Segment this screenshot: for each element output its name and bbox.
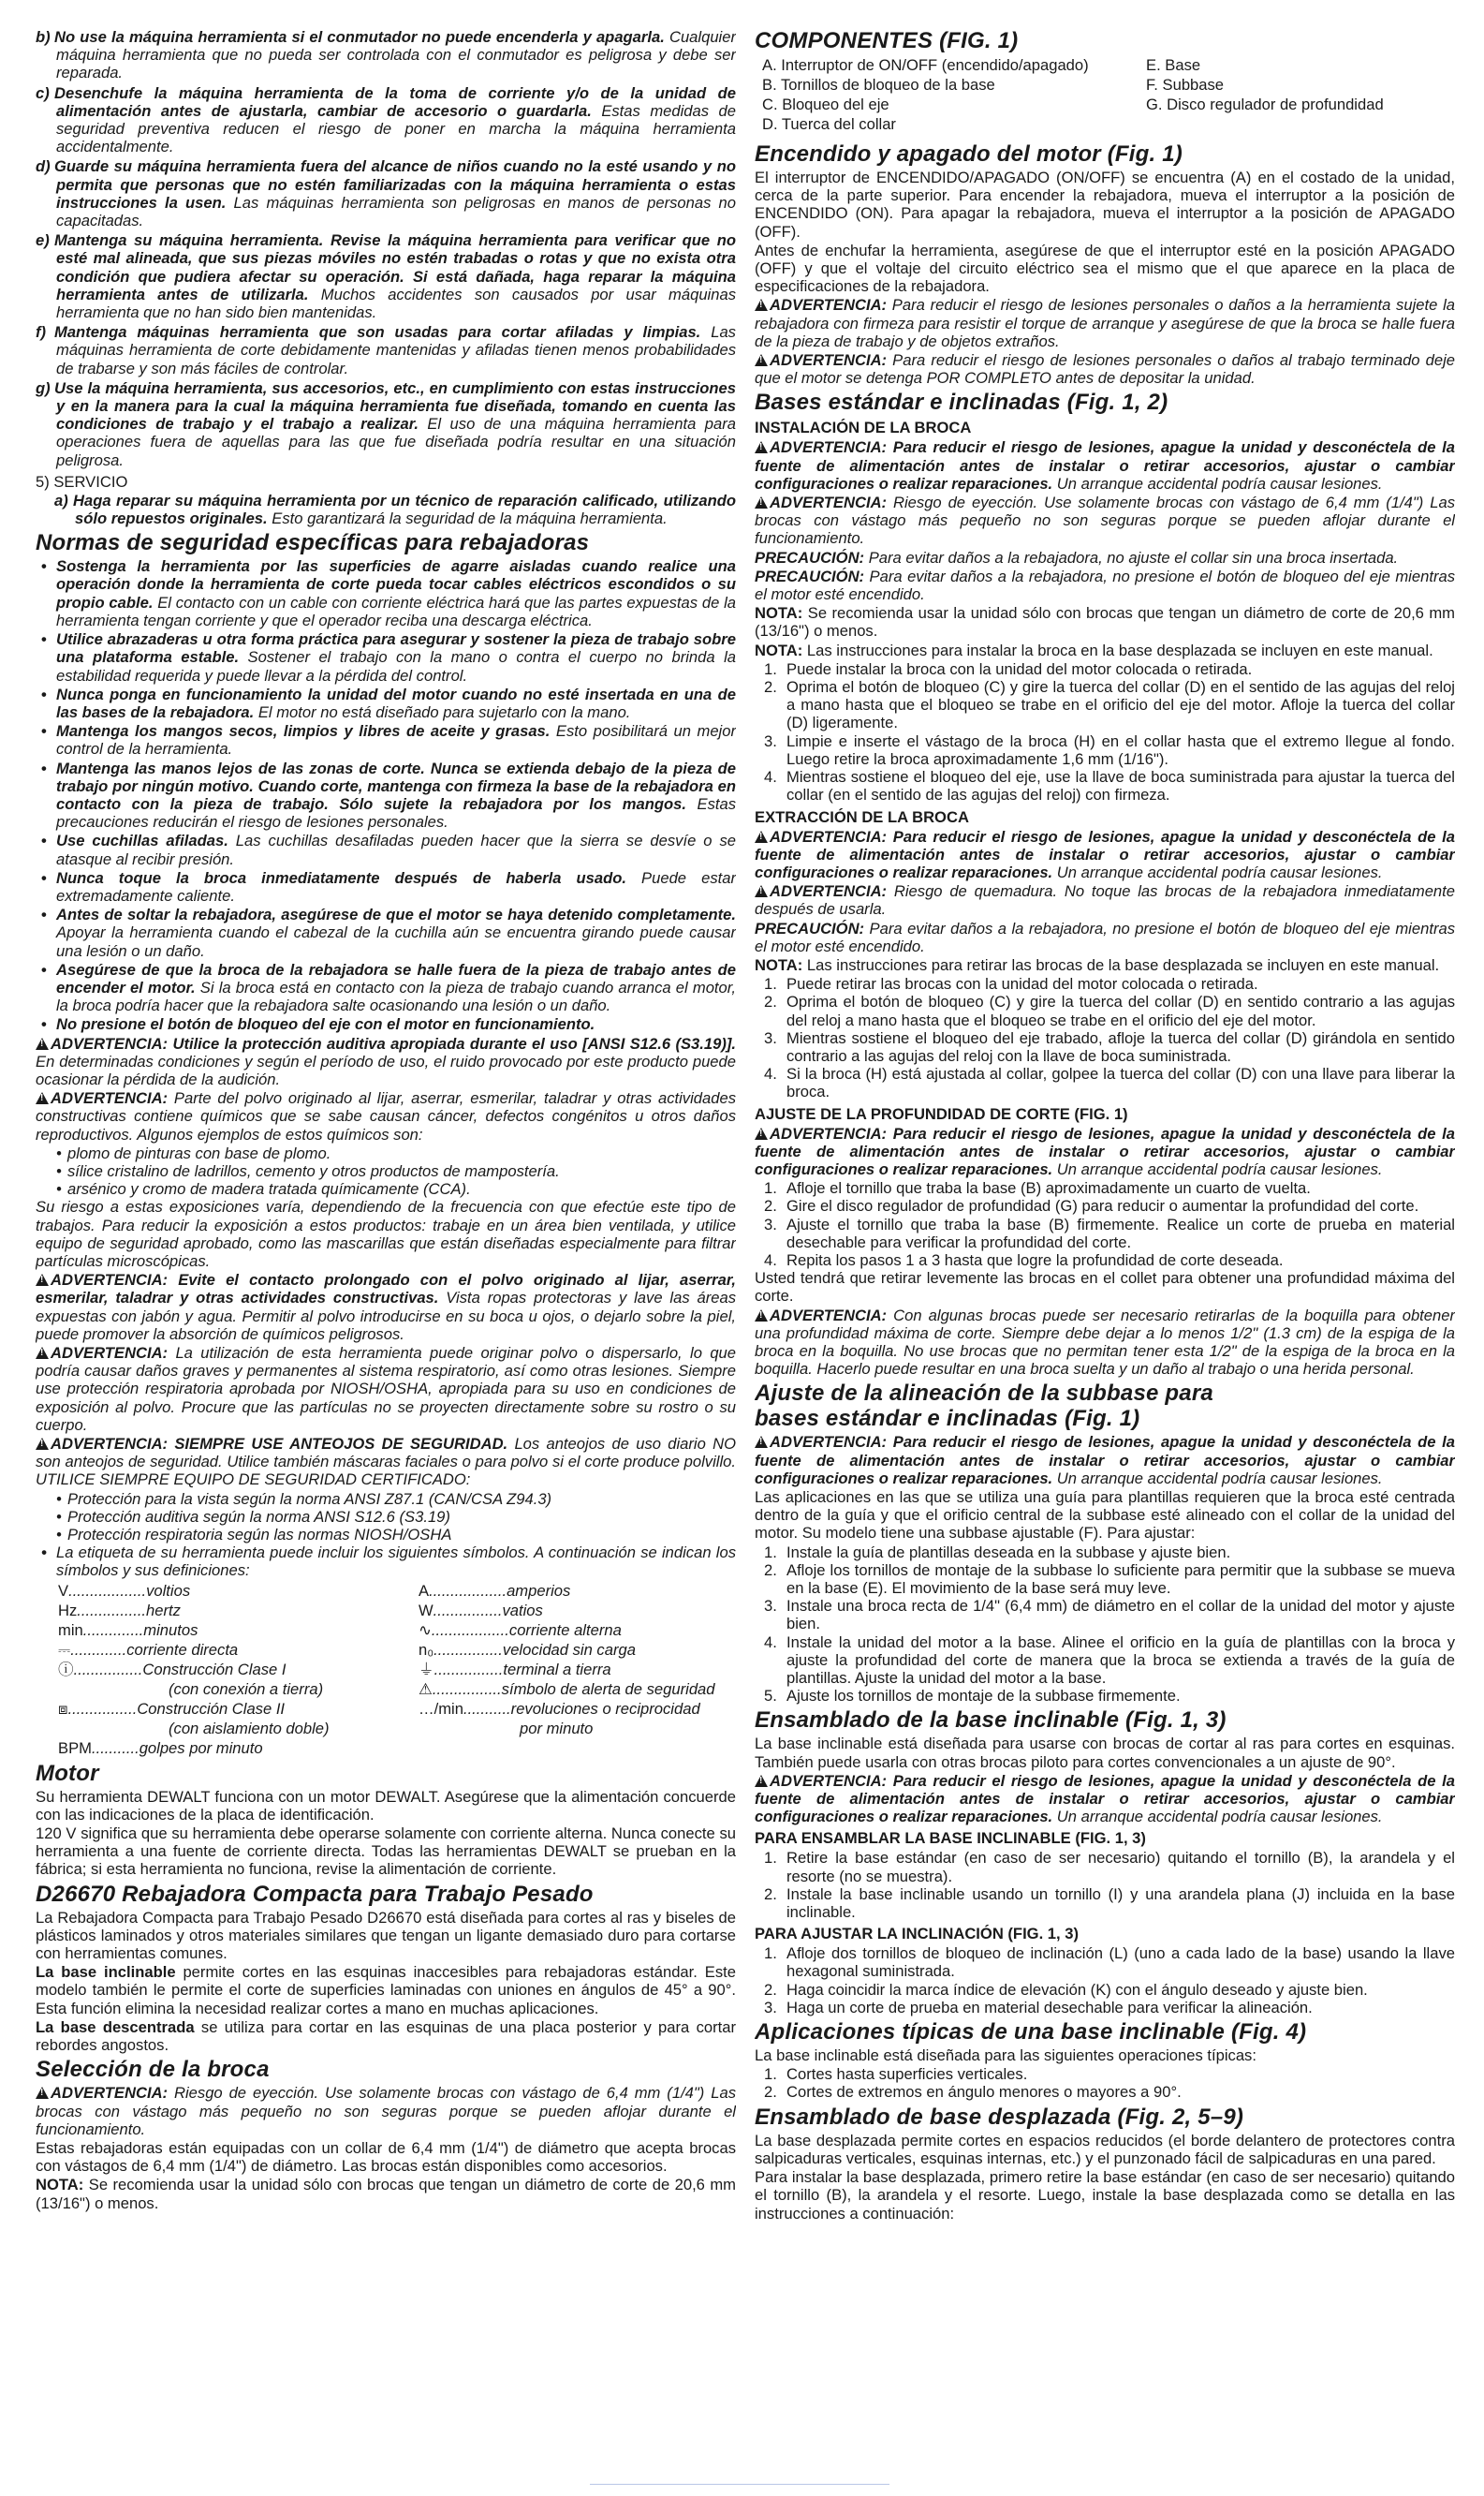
lettered-item [36,379,736,469]
para-ajustar-heading: PARA AJUSTAR LA INCLINACIÓN (FIG. 1, 3) [755,1925,1080,1943]
normas-bullet [36,557,736,629]
sub-bullet: • Protección para la vista según la norma ANSI Z87.1 (CAN/CSA Z94.3) [36,1490,736,1508]
symbol-key: ⓘ [58,1660,74,1678]
symbol-definition: Construcción Clase I [142,1660,287,1678]
extraccion-heading: EXTRACCIÓN DE LA BROCA [755,807,969,826]
encendido-paragraph-1: El interruptor de ENCENDIDO/APAGADO (ON/OFF) se encuentra (A) en el costado de la unidad, cerca de la parte superior. Para encender la rebajadora, mueva el interruptor a la posición de ENCENDIDO (ON). Para apagar la rebajadora, mueva el interruptor a la posición de APAGADO (OFF). [755,169,1455,241]
warning-triangle-icon [36,1438,49,1450]
step-number: 5. [764,1687,777,1706]
ensamblado-paragraph: La base inclinable está diseñada para usarse con brocas de cortar al ras para cortes en esquinas. También puede usarla con otras brocas piloto para cortes convencionales a un ajuste de 90°. [755,1735,1455,1771]
bullet-bold-text: Sostenga la herramienta por las superficies de agarre aisladas cuando realice una operación donde la herramienta de corte pueda tocar cables eléctricos escondidos o su propio cable. [56,557,736,612]
component-item [1146,114,1455,134]
bullet-text: Apoyar la herramienta cuando el cabezal de la cuchilla aún se encuentra girando puede causar una lesión o un daño. [56,923,736,960]
symbol-key: ⏚ [419,1660,434,1678]
numbered-step [755,768,1455,804]
step-text: Oprima el botón de bloqueo (C) y gire la tuerca del collar (D) en sentido contrario a las agujas del reloj a mano hasta que el bloqueo se trabe en el orificio del eje del motor. [786,993,1455,1029]
symbol-leader: ........... [463,1699,511,1718]
bullet-bold-text: Asegúrese de que la broca de la rebajadora se halle fuera de la pieza de trabajo antes de encender el motor. [56,960,736,997]
symbol-key: ⚠ [419,1679,433,1698]
bullet-text: Sostener el trabajo con la mano o contra el cuerpo no brinda la estabilidad requerida y puede llevar a la pérdida del control. [56,648,736,685]
warning-dust-chemicals: !ADVERTENCIA: Parte del polvo originado al lijar, aserrar, esmerilar, taladrar y otras actividades constructivas contiene químicos que se sabe causan cáncer, defectos congénitos u otros daños reproductivos. Algunos ejemplos de estos químicos son: [36,1089,736,1144]
component-item: D. Tuerca del collar [762,115,896,133]
item-bold-text: Haga reparar su máquina herramienta por un técnico de reparación calificado, utilizando sólo repuestos originales. [73,491,736,528]
item-bold-text: Mantenga su máquina herramienta. Revise la máquina herramienta para verificar que no esté mal alineada, que sus piezas móviles no estén trabadas o rotas y que no exista otra condición que pudiera afectar su operación. Si está dañada, haga reparar la máquina herramienta antes de utilizarla. [54,231,736,303]
bullet-bold-text: Antes de soltar la rebajadora, asegúrese de que el motor se haya detenido completamente. [56,906,736,924]
safety-items-b-g [36,28,736,469]
bullet-text: El contacto con un cable con corriente eléctrica hará que las partes expuestas de la herramienta tengan corriente y que el operador reciba una descarga eléctrica. [56,593,736,629]
para-ensamblar-steps [755,1849,1455,1921]
bases-heading: Bases estándar e inclinadas (Fig. 1, 2) [755,390,1168,416]
symbol-row [419,1640,736,1660]
symbol-definition: corriente directa [126,1640,239,1659]
item-letter: f) [36,323,47,342]
item-bold-text: Mantenga máquinas herramienta que son usadas para cortar afiladas y limpias. [54,323,701,342]
symbol-row [419,1719,736,1738]
numbered-step [755,1687,1455,1705]
item-text: Las máquinas herramienta son peligrosas en manos de personas no capacitadas. [56,193,736,230]
bullet-bold-text: Utilice abrazaderas u otra forma práctica para asegurar y sostener la pieza de trabajo sobre una plataforma estable. [56,630,736,667]
numbered-step [755,1216,1455,1251]
symbol-definition: voltios [146,1581,191,1600]
item-bold-text: Desenchufe la máquina herramienta de la toma de corriente y/o de la unidad de alimentación antes de ajustarla, cambiar de accesorio o guardarla. [54,83,736,120]
step-text: Afloje los tornillos de montaje de la subbase lo suficiente para permitir que la subbase se mueva en la base (E). El movimiento de la base será muy leve. [786,1560,1455,1598]
warning-triangle-icon [36,1347,49,1359]
step-number: 3. [764,1028,777,1047]
symbol-key: BPM [58,1738,92,1757]
symbol-key: W [419,1601,433,1619]
bullet-bold-text: Nunca toque la broca inmediatamente después de haberla usado. [56,868,626,887]
numbered-step [755,1981,1455,1999]
symbols-table [36,1581,736,1758]
extraccion-caution: PRECAUCIÓN: Para evitar daños a la rebajadora, no presione el botón de bloqueo del eje mientras el motor esté encendido. [755,919,1455,955]
step-number: 3. [764,731,777,750]
instalacion-heading: INSTALACIÓN DE LA BROCA [755,419,972,437]
warning-triangle-icon [36,1092,49,1104]
seleccion-warning: !ADVERTENCIA: Riesgo de eyección. Use solamente brocas con vástago de 6,4 mm (1/4") Las brocas con vástago más pequeño no son seguras porque se pueden aflojar durante el funcionamiento. [36,2084,736,2138]
normas-bullet [36,686,736,721]
step-text: Mientras sostiene el bloqueo del eje trabado, afloje la tuerca del collar (D) girándola en sentido contrario a las agujas del reloj con la llave de boca suministrada. [786,1028,1455,1065]
certified-equipment-list [36,1490,736,1544]
components-list [755,55,1455,134]
symbol-definition: minutos [143,1620,198,1639]
warning-triangle-icon [755,354,768,366]
ajuste-warning-2: !ADVERTENCIA: Con algunas brocas puede ser necesario retirarlas de la boquilla para obtener una profundidad máxima de corte. Siempre debe dejar a lo menos 1/2" (1.3 cm) de la espiga de la broca en la boquilla. No use brocas que no permitan tener esta 1/2" de la espiga de la broca en la boquilla. Hacerlo puede resultar en una broca suelta y un daño al trabajo o una herida personal. [755,1307,1455,1379]
motor-heading: Motor [36,1760,99,1786]
step-number: 2. [764,2083,777,2102]
warning-triangle-icon [755,1436,768,1448]
bullet-bold-text: Mantenga las manos lejos de las zonas de corte. Nunca se extienda debajo de la pieza de trabajo por ningún motivo. Cuando corte, mantenga con firmeza la base de la rebajadora en contacto con la pieza de trabajo. Sólo sujete la rebajadora por los mangos. [56,759,736,813]
symbol-row [58,1640,419,1660]
step-text: Haga coincidir la marca índice de elevación (K) con el ángulo deseado y ajuste bien. [786,1980,1368,1999]
symbol-row [419,1620,736,1640]
sub-bullet: • plomo de pinturas con base de plomo. [36,1145,736,1162]
symbol-key: ⧈ [58,1699,68,1718]
item-text: Cualquier máquina herramienta que no pueda ser controlada con el conmutador es peligrosa y debe ser reparada. [56,28,736,82]
ajuste-steps [755,1179,1455,1269]
step-number: 3. [764,1215,777,1233]
label-symbols-intro: • La etiqueta de su herramienta puede incluir los siguientes símbolos. A continuación se indican los símbolos y sus definiciones: [36,1543,736,1579]
item-text: Esto garantizará la seguridad de la máquina herramienta. [267,510,668,528]
normas-bullet [36,906,736,960]
symbol-key: n₀ [419,1640,434,1659]
desplazada-paragraph-1: La base desplazada permite cortes en espacios reducidos (el borde delantero de protectores contra salpicaduras verticales, esquinas internas, etc.) y el punzonado fácil de salpicaduras en una pared. [755,2131,1455,2167]
warning-triangle-icon [755,1309,768,1322]
numbered-step [755,732,1455,768]
symbol-row [58,1620,419,1640]
alineacion-steps [755,1543,1455,1706]
symbol-row [58,1719,419,1738]
d26670-paragraph-1: La Rebajadora Compacta para Trabajo Pesado D26670 está diseñada para cortes al ras y biseles de plásticos laminados y otros materiales similares que tengan un ligante demasiado duro para cortarse con herramientas comunes. [36,1908,736,1963]
step-text: Repita los pasos 1 a 3 hasta que logre la profundidad de corte deseada. [786,1250,1284,1269]
sub-bullet: • arsénico y cromo de madera tratada químicamente (CCA). [36,1180,736,1198]
step-text: Retire la base estándar (en caso de ser necesario) quitando el tornillo (B), la arandela y el resorte (no se muestra). [786,1849,1455,1885]
symbol-leader: ................ [433,1640,503,1659]
warning-triangle-icon [36,2087,49,2099]
warning-triangle-icon [755,441,768,453]
symbol-definition: Construcción Clase II [137,1699,286,1718]
step-number: 1. [764,1944,777,1963]
step-number: 2. [764,1884,777,1903]
normas-bullet [36,760,736,832]
symbol-leader: ............. [70,1640,127,1659]
warning-triangle-icon [755,299,768,311]
encendido-warning-2: !ADVERTENCIA: Para reducir el riesgo de lesiones personales o daños al trabajo terminado deje que el motor se detenga POR COMPLETO antes de depositar la unidad. [755,351,1455,387]
bullet-bold-text: No presione el botón de bloqueo del eje con el motor en funcionamiento. [56,1015,595,1034]
d26670-paragraph-2: La base inclinable permite cortes en las esquinas inaccesibles para rebajadoras estándar. Este modelo también le permite el corte de superficies laminadas con uniones en ángulos de 45° a 90°. Esta función elimina la necesidad realizar cortes a mano en muchas aplicaciones. [36,1963,736,2017]
component-item: E. Base [1146,56,1201,74]
lettered-item [36,231,736,321]
warning-triangle-icon [755,1775,768,1787]
symbol-definition: (con aislamiento doble) [169,1719,330,1737]
numbered-step [755,975,1455,993]
numbered-step [755,1065,1455,1100]
numbered-step [755,2083,1455,2101]
symbol-row [58,1679,419,1699]
step-text: Haga un corte de prueba en material desechable para verificar la alineación. [786,1998,1313,2016]
bullet-text: Si la broca está en contacto con la pieza de trabajo cuando arranca el motor, la broca podría hacer que la rebajadora salte ocasionando una lesión o un daño. [56,978,736,1015]
symbol-row [419,1581,736,1601]
d26670-paragraph-3: La base descentrada se utiliza para cortar en las esquinas de una placa posterior y para cortar rebordes angostos. [36,2017,736,2055]
step-number: 1. [764,1543,777,1561]
symbol-definition: terminal a tierra [503,1660,611,1678]
instalacion-caution-2: PRECAUCIÓN: Para evitar daños a la rebajadora, no presione el botón de bloqueo del eje mientras el motor esté encendido. [755,567,1455,604]
d26670-heading: D26670 Rebajadora Compacta para Trabajo Pesado [36,1881,594,1907]
seleccion-heading: Selección de la broca [36,2057,270,2083]
symbol-leader: .................. [68,1581,147,1600]
symbol-key: Hz [58,1601,78,1619]
ajuste-warning-1: !ADVERTENCIA: Para reducir el riesgo de lesiones, apague la unidad y desconéctela de la fuente de alimentación antes de instalar o retirar accesorios, ajustar o cambiar configuraciones o realizar reparaciones. Un arranque accidental podría causar lesiones. [755,1125,1455,1179]
sub-bullet: • Protección auditiva según la norma ANSI S12.6 (S3.19) [36,1508,736,1526]
symbol-definition: corriente alterna [508,1620,622,1639]
step-number: 3. [764,1998,777,2016]
warning-triangle-icon [755,831,768,843]
component-item: B. Tornillos de bloqueo de la base [762,76,995,94]
numbered-step [755,1251,1455,1269]
numbered-step [755,1197,1455,1215]
step-number: 4. [764,1632,777,1651]
ajuste-paragraph: Usted tendrá que retirar levemente las brocas en el collet para obtener una profundidad máxima del corte. [755,1269,1455,1306]
step-text: Cortes hasta superficies verticales. [786,2065,1028,2084]
encendido-paragraph-2: Antes de enchufar la herramienta, asegúrese de que el interruptor esté en la posición APAGADO (OFF) y que el voltaje del circuito eléctrico sea el mismo que el que aparece en la placa de especificaciones de la rebajadora. [755,241,1455,296]
para-ajustar-steps [755,1944,1455,2016]
numbered-step [755,993,1455,1028]
bullet-text: Esto posibilitará un mejor control de la herramienta. [56,722,736,759]
alineacion-warning: !ADVERTENCIA: Para reducir el riesgo de lesiones, apague la unidad y desconéctela de la fuente de alimentación antes de instalar o retirar accesorios, ajustar o cambiar configuraciones o realizar reparaciones. Un arranque accidental podría causar lesiones. [755,1433,1455,1487]
alineacion-heading-2: bases estándar e inclinadas (Fig. 1) [755,1406,1140,1432]
item-letter: g) [36,378,51,397]
step-number: 1. [764,2065,777,2084]
symbol-row [419,1699,736,1719]
alineacion-heading-1: Ajuste de la alineación de la subbase para [755,1381,1213,1407]
bullet-text: Las cuchillas desafiladas pueden hacer que la sierra se desvíe o se atasque al recibir presión. [56,832,736,868]
ensamblado-warning: !ADVERTENCIA: Para reducir el riesgo de lesiones, apague la unidad y desconéctela de la fuente de alimentación antes de instalar o retirar accesorios, ajustar o cambiar configuraciones o realizar reparaciones. Un arranque accidental podría causar lesiones. [755,1772,1455,1826]
step-number: 2. [764,678,777,697]
warning-triangle-icon [36,1274,49,1286]
symbol-definition: símbolo de alerta de seguridad [501,1679,715,1698]
symbol-row [419,1660,736,1679]
symbol-key: …/min [419,1699,463,1718]
numbered-step [755,678,1455,732]
numbered-step [755,1029,1455,1065]
step-text: Instale la guía de plantillas deseada en la subbase y ajuste bien. [786,1543,1231,1561]
servicio-item [36,492,736,527]
bullet-text: Puede estar extremadamente caliente. [56,868,736,905]
componentes-heading: COMPONENTES (FIG. 1) [755,28,1019,53]
symbol-key: ∿ [419,1620,432,1639]
instalacion-steps [755,660,1455,805]
symbol-leader: ................ [73,1660,143,1678]
instalacion-caution-1: PRECAUCIÓN: Para evitar daños a la rebajadora, no ajuste el collar sin una broca insertada. [755,548,1399,567]
step-text: Instale la base inclinable usando un tornillo (I) y una arandela plana (J) incluida en la base inclinable. [786,1884,1455,1922]
encendido-warning-1: !ADVERTENCIA: Para reducir el riesgo de lesiones personales o daños a la herramienta sujete la rebajadora con firmeza para resistir el torque de arranque y asegúrese de que la broca se halle fuera de la pieza de trabajo y de objetos extraños. [755,296,1455,350]
normas-bullet [36,630,736,685]
numbered-step [755,1849,1455,1884]
numbered-step [755,1561,1455,1597]
step-number: 2. [764,1980,777,1999]
extraccion-steps [755,975,1455,1100]
warning-triangle-icon [755,496,768,509]
symbol-leader: .................. [429,1581,507,1600]
item-letter: d) [36,157,51,176]
ensamblado-inclinable-heading: Ensamblado de la base inclinable (Fig. 1, 3) [755,1707,1227,1734]
symbol-key: ⎓ [58,1640,71,1659]
symbol-definition: hertz [146,1601,181,1619]
symbol-definition: (con conexión a tierra) [169,1679,324,1698]
numbered-step [755,1944,1455,1980]
component-item: A. Interruptor de ON/OFF (encendido/apagado) [762,56,1089,74]
encendido-heading: Encendido y apagado del motor (Fig. 1) [755,141,1183,167]
lettered-item [36,28,736,82]
left-column [36,28,736,2473]
sub-bullet: • Protección respiratoria según las normas NIOSH/OSHA [36,1526,736,1543]
symbol-definition: golpes por minuto [139,1738,263,1757]
numbered-step [755,660,1455,678]
step-text: Instale la unidad del motor a la base. Alinee el orificio en la guía de plantillas con la broca y ajuste la profundidad del corte de manera que la broca se extienda a través de la guía de plantillas. Ajuste la unidad del motor a la base. [786,1632,1455,1688]
alineacion-paragraph: Las aplicaciones en las que se utiliza una guía para plantillas requieren que la broca esté centrada dentro de la guía y que el orificio central de la subbase esté alineado con el collar de la unidad del motor. Su modelo tiene una subbase ajustable (F). Para ajustar: [755,1488,1455,1543]
right-column [755,28,1455,2473]
normas-bullet [36,722,736,758]
step-text: Ajuste el tornillo que traba la base (B) firmemente. Realice un corte de prueba en material desechable para verificar la profundidad del corte. [786,1215,1455,1251]
step-text: Ajuste los tornillos de montaje de la subbase firmemente. [786,1687,1181,1706]
aplicaciones-heading: Aplicaciones típicas de una base inclinable (Fig. 4) [755,2019,1307,2046]
lettered-item [36,492,736,527]
numbered-step [755,1633,1455,1688]
numbered-step [755,1597,1455,1632]
symbol-definition: por minuto [520,1719,594,1737]
risk-paragraph: Su riesgo a estas exposiciones varía, dependiendo de la frecuencia con que efectúe este tipo de trabajos. Para reducir la exposición a estos productos: trabaje en un área bien ventilada, y utilice equipo de seguridad aprobado, como las mascarillas que están diseñadas especialmente para filtrar partículas microscópicas. [36,1198,736,1270]
warning-respiratory: !ADVERTENCIA: La utilización de esta herramienta puede originar polvo o dispersarlo, lo que podría causar daños graves y permanentes al sistema respiratorio, así como otras lesiones. Siempre use protección respiratoria aprobada por NIOSH/OSHA, apropiada para su uso en condiciones de exposición al polvo. Procure que las partículas no se proyecten directamente sobre su rostro o su cuerpo. [36,1344,736,1434]
bullet-bold-text: Mantenga los mangos secos, limpios y libres de aceite y grasas. [56,722,551,741]
numbered-step [755,1885,1455,1921]
lettered-item [36,323,736,377]
symbol-row [419,1679,736,1699]
motor-paragraph-2: 120 V significa que su herramienta debe operarse solamente con corriente alterna. Nunca conecte su herramienta a una fuente de corriente directa. Todas las herramientas DEWALT se prueban en la fábrica; si esta herramienta no funciona, revise la alimentación de corriente. [36,1824,736,1879]
instalacion-note-2: NOTA: Las instrucciones para instalar la broca en la base desplazada se incluyen en este manual. [755,641,1433,659]
instalacion-warning-2: !ADVERTENCIA: Riesgo de eyección. Use solamente brocas con vástago de 6,4 mm (1/4") Las brocas con vástago más pequeño no son seguras porque se pueden aflojar durante el funcionamiento. [755,494,1455,548]
step-text: Gire el disco regulador de profundidad (G) para reducir o aumentar la profundidad del corte. [786,1197,1419,1216]
manual-page [36,28,1455,2473]
bullet-bold-text: Nunca ponga en funcionamiento la unidad del motor cuando no esté insertada en una de las bases de la rebajadora. [56,685,736,721]
bullet-text: El motor no está diseñado para sujetarlo con la mano. [254,702,631,721]
ajuste-profundidad-heading: AJUSTE DE LA PROFUNDIDAD DE CORTE (FIG. 1) [755,1104,1128,1123]
symbol-leader: ................ [77,1601,147,1619]
step-number: 4. [764,1250,777,1269]
step-number: 1. [764,659,777,678]
normas-bullet [36,961,736,1015]
symbol-definition: velocidad sin carga [502,1640,636,1659]
step-number: 1. [764,1849,777,1868]
warning-triangle-icon [755,1128,768,1140]
item-text: Las máquinas herramienta de corte debidamente mantenidas y afiladas tienen menos probabilidades de trabarse y son más fáciles de controlar. [56,323,736,377]
component-item: G. Disco regulador de profundidad [1146,96,1384,113]
extraccion-warning-1: !ADVERTENCIA: Para reducir el riesgo de lesiones, apague la unidad y desconéctela de la fuente de alimentación antes de instalar o retirar accesorios, ajustar o cambiar configuraciones o realizar reparaciones. Un arranque accidental podría causar lesiones. [755,828,1455,882]
numbered-step [755,1999,1455,2016]
lettered-item [36,157,736,229]
item-text: Estas medidas de seguridad preventiva reducen el riesgo de poner en marcha la máquina herramienta accidentalmente. [56,101,736,156]
symbol-row [58,1699,419,1719]
desplazada-heading: Ensamblado de base desplazada (Fig. 2, 5–9) [755,2104,1244,2130]
item-letter: b) [36,28,51,46]
seleccion-note: NOTA: Se recomienda usar la unidad sólo con brocas que tengan un diámetro de corte de 20,6 mm (13/16") o menos. [36,2176,736,2212]
step-text: Si la broca (H) está ajustada al collar, golpee la tuerca del collar (D) con una llave para liberar la broca. [786,1065,1455,1101]
motor-paragraph-1: Su herramienta DEWALT funciona con un motor DEWALT. Asegúrese que la alimentación concuerde con las indicaciones de la placa de identificación. [36,1787,736,1824]
symbol-key: min [58,1620,83,1639]
step-text: Afloje el tornillo que traba la base (B) aproximadamente un cuarto de vuelta. [786,1179,1311,1198]
component-item: C. Bloqueo del eje [762,96,889,113]
step-text: Oprima el botón de bloqueo (C) y gire la tuerca del collar (D) en el sentido de las agujas del reloj a mano hasta que el bloqueo se trabe en el orificio del eje del motor. Afloje la tuerca del collar (D) ligeramente. [786,678,1455,732]
symbol-row [419,1601,736,1620]
step-text: Afloje dos tornillos de bloqueo de inclinación (L) (uno a cada lado de la base) usando la llave hexagonal suministrada. [786,1944,1455,1981]
symbol-key: V [58,1581,69,1600]
warning-triangle-icon [36,1038,49,1050]
step-text: Instale una broca recta de 1/4" (6,4 mm) de diámetro en el collar de la unidad del motor y ajuste bien. [786,1597,1455,1633]
symbol-key: A [419,1581,430,1600]
desplazada-paragraph-2: Para instalar la base desplazada, primero retire la base estándar (en caso de ser necesario) quitando el tornillo (B), la arandela y el resorte. Luego, instale la base desplazada como se detalla en las instrucciones a continuación: [755,2168,1455,2223]
aplicaciones-steps [755,2065,1455,2101]
item-bold-text: Use la máquina herramienta, sus accesorios, etc., en cumplimiento con estas instrucciones y en la manera para la cual la máquina herramienta fue diseñada, tomando en cuenta las condiciones de trabajo y el trabajo a realizar. [54,378,736,434]
item-text: Muchos accidentes son causados por usar máquinas herramienta que no han sido bien mantenidas. [56,285,736,322]
seleccion-paragraph: Estas rebajadoras están equipadas con un collar de 6,4 mm (1/4") de diámetro que acepta brocas con vástagos de 6,4 mm (1/4") de diámetro. Las brocas están disponibles como accesorios. [36,2138,736,2176]
servicio-heading: 5) SERVICIO [36,472,128,491]
symbol-row [58,1601,419,1620]
warning-triangle-icon [755,885,768,897]
item-bold-text: No use la máquina herramienta si el conmutador no puede encenderla y apagarla. [54,28,665,46]
instalacion-note-1: NOTA: Se recomienda usar la unidad sólo con brocas que tengan un diámetro de corte de 20,6 mm (13/16") o menos. [755,604,1455,641]
step-number: 2. [764,1197,777,1216]
warning-hearing: !ADVERTENCIA: Utilice la protección auditiva apropiada durante el uso [ANSI S12.6 (S3.19)]. En determinadas condiciones y según el período de uso, el ruido provocado por este producto puede ocasionar la pérdida de la audición. [36,1035,736,1089]
sub-bullet: • sílice cristalino de ladrillos, cemento y otros productos de mampostería. [36,1162,736,1180]
symbol-definition: amperios [507,1581,571,1600]
numbered-step [755,1543,1455,1561]
symbol-leader: .................. [431,1620,509,1639]
normas-bullet [36,869,736,905]
step-text: Mientras sostiene el bloqueo del eje, use la llave de boca suministrada para ajustar la tuerca del collar (en el sentido de las agujas del reloj) con firmeza. [786,768,1455,805]
chemical-examples-list [36,1145,736,1199]
symbol-leader: ................ [433,1601,503,1619]
footer-rule [590,2484,889,2485]
bullet-text: Estas precauciones reducirán el riesgo de lesiones personales. [56,794,736,832]
symbol-row [58,1738,419,1758]
step-number: 4. [764,1065,777,1084]
extraccion-warning-2: !ADVERTENCIA: Riesgo de quemadura. No toque las brocas de la rebajadora inmediatamente después de usarla. [755,882,1455,918]
numbered-step [755,1179,1455,1197]
step-text: Limpie e inserte el vástago de la broca (H) en el collar hasta que el extremo llegue al fondo. Luego retire la broca aproximadamente 1,6 mm (1/16"). [786,731,1455,768]
symbol-row [58,1581,419,1601]
symbol-row [58,1660,419,1679]
step-text: Cortes de extremos en ángulo menores o mayores a 90°. [786,2083,1182,2102]
lettered-item [36,84,736,156]
instalacion-warning-1: !ADVERTENCIA: Para reducir el riesgo de lesiones, apague la unidad y desconéctela de la fuente de alimentación antes de instalar o retirar accesorios, ajustar o cambiar configuraciones o realizar reparaciones. Un arranque accidental podría causar lesiones. [755,438,1455,493]
symbol-row [419,1738,736,1758]
symbol-definition: revoluciones o reciprocidad [510,1699,700,1718]
step-text: Puede instalar la broca con la unidad del motor colocada o retirada. [786,659,1253,678]
symbol-definition: vatios [502,1601,543,1619]
step-number: 2. [764,1560,777,1579]
step-number: 3. [764,1597,777,1616]
symbol-leader: .............. [82,1620,144,1639]
numbered-step [755,2065,1455,2083]
item-bold-text: Guarde su máquina herramienta fuera del alcance de niños cuando no la esté usando y no permita que personas que no estén familiarizadas con la máquina herramienta o estas instrucciones la usen. [54,157,736,212]
extraccion-note: NOTA: Las instrucciones para retirar las brocas de la base desplazada se incluyen en este manual. [755,955,1440,974]
item-letter: e) [36,231,50,250]
normas-heading: Normas de seguridad específicas para rebajadoras [36,530,590,556]
bullet-bold-text: Use cuchillas afiladas. [56,832,228,850]
symbol-leader: ........... [91,1738,140,1757]
component-item: F. Subbase [1146,76,1225,94]
step-number: 4. [764,768,777,787]
step-text: Puede retirar las brocas con la unidad del motor colocada o retirada. [786,975,1258,994]
item-letter: c) [36,83,50,102]
warning-safety-glasses: !ADVERTENCIA: SIEMPRE USE ANTEOJOS DE SEGURIDAD. Los anteojos de uso diario NO son anteojos de seguridad. Utilice también máscaras faciales o para polvo si el corte produce polvillo. UTILICE SIEMPRE EQUIPO DE SEGURIDAD CERTIFICADO: [36,1435,736,1489]
item-letter: a) [54,491,68,510]
aplicaciones-paragraph: La base inclinable está diseñada para las siguientes operaciones típicas: [755,2046,1256,2065]
normas-bullet-list [36,557,736,1033]
normas-bullet [36,832,736,867]
step-number: 1. [764,975,777,994]
warning-prolonged-contact: !ADVERTENCIA: Evite el contacto prolongado con el polvo originado al lijar, aserrar, esmerilar, taladrar y otras actividades constructivas. Vista ropas protectoras y lave las áreas expuestas con jabón y agua. Permitir al polvo introducirse en su boca u ojos, o dejarlo sobre la piel, puede promover la absorción de químicos peligrosos. [36,1271,736,1343]
para-ensamblar-heading: PARA ENSAMBLAR LA BASE INCLINABLE (FIG. 1, 3) [755,1829,1146,1848]
step-number: 1. [764,1179,777,1198]
step-number: 2. [764,993,777,1012]
symbol-leader: ................ [432,1679,502,1698]
symbol-leader: ................ [433,1660,504,1678]
item-text: El uso de una máquina herramienta para operaciones fuera de aquellas para las que fue diseñada podría resultar en una situación peligrosa. [56,415,736,469]
normas-bullet [36,1015,736,1033]
symbol-leader: ................ [67,1699,138,1718]
